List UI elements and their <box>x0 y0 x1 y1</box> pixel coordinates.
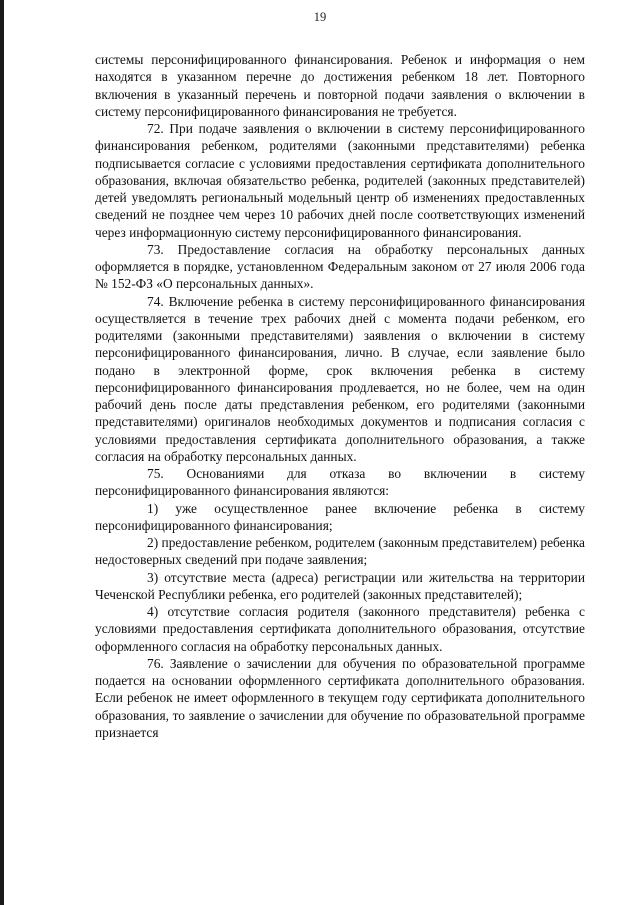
paragraph-76: 76. Заявление о зачислении для обучения по образовательной программе подается на основании оформленного сертификата дополнительного образования. Если ребенок не имеет оформленного в текущем году сертификата дополнительного образования, то заявление о зачислении для обучение по образовательной программе признается <box>95 655 585 740</box>
list-item-3: 3) отсутствие места (адреса) регистрации или жительства на территории Чеченской Республики ребенка, его родителей (законных представителей); <box>95 569 585 602</box>
page-number: 19 <box>313 10 327 24</box>
list-item-1: 1) уже осуществленное ранее включение ребенка в систему персонифицированного финансирования; <box>95 500 585 533</box>
list-item-4: 4) отсутствие согласия родителя (законного представителя) ребенка с условиями предоставления сертификата дополнительного образования, отсутствие оформленного согласия на обработку персональных данных. <box>95 604 585 654</box>
scan-edge-bar <box>0 0 4 905</box>
paragraph-continuation: системы персонифицированного финансирования. Ребенок и информация о нем находятся в указанном перечне до достижения ребенком 18 лет. Повторного включения в указанный перечень и повторной подачи заявления о включении в систему персонифицированного финансирования не требуется. <box>95 52 585 119</box>
paragraph-72: 72. При подаче заявления о включении в систему персонифицированного финансирования ребенком, родителями (законными представителями) ребенка подписывается согласие с условиями предоставления сертификата дополнительного образования, включая обязательство ребенка, родителей (законных представителей) детей уведомлять региональный модельный центр об изменениях предоставленных сведений не позднее чем через 10 рабочих дней после соответствующих изменений через информационную систему персонифицированного финансирования. <box>95 121 585 240</box>
list-item-2: 2) предоставление ребенком, родителем (законным представителем) ребенка недостоверных сведений при подаче заявления; <box>95 535 585 568</box>
document-body <box>95 51 585 741</box>
paragraph-75: 75. Основаниями для отказа во включении в систему персонифицированного финансирования являются: <box>95 466 585 499</box>
paragraph-73: 73. Предоставление согласия на обработку персональных данных оформляется в порядке, установленном Федеральным законом от 27 июля 2006 года № 152-ФЗ «О персональных данных». <box>95 241 585 292</box>
paragraph-74: 74. Включение ребенка в систему персонифицированного финансирования осуществляется в течение трех рабочих дней с момента подачи ребенком, его родителями (законными представителями) заявления о включении в систему персонифицированного финансирования, лично. В случае, если заявление было подано в электронной форме, срок включения ребенка в систему персонифицированного финансирования продлевается, но не более, чем на один рабочий день после даты представления ребенком, его родителями (законными представителями) оригиналов необходимых документов и подписания согласия с условиями предоставления сертификата дополнительного образования, а также согласия на обработку персональных данных. <box>95 293 585 464</box>
